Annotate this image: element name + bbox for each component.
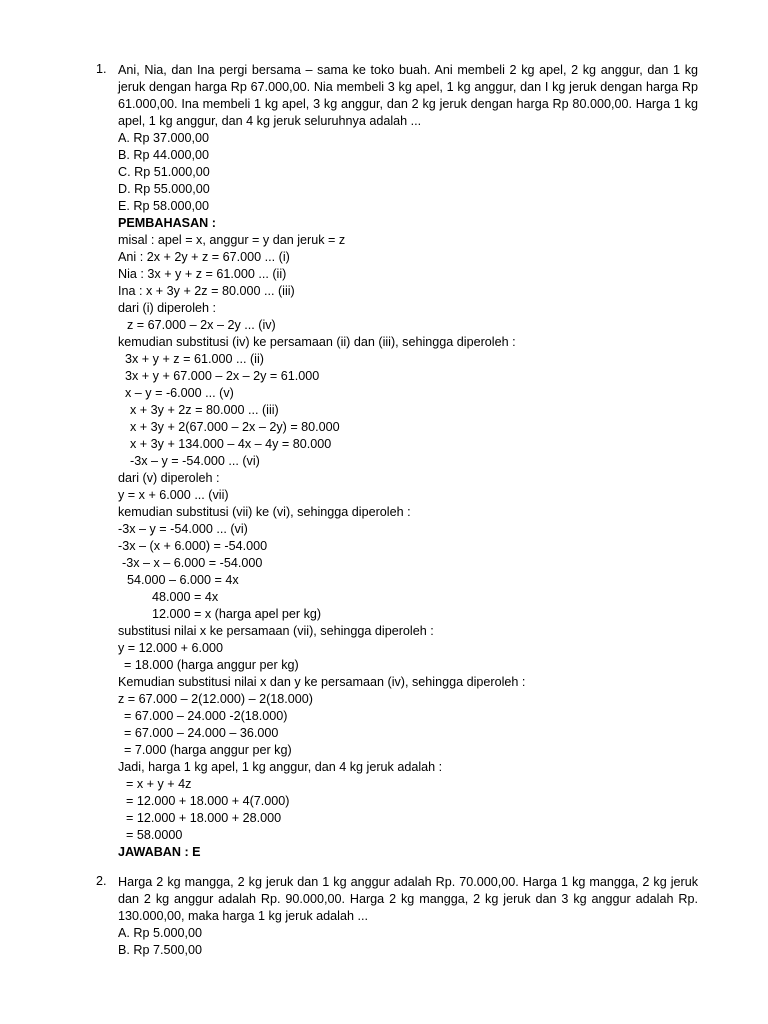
solution-line: y = x + 6.000 ... (vii) xyxy=(118,488,229,502)
solution-line: Jadi, harga 1 kg apel, 1 kg anggur, dan 4 kg jeruk adalah : xyxy=(118,760,443,774)
answer-options xyxy=(118,925,698,959)
solution-line: = 12.000 + 18.000 + 28.000 xyxy=(126,811,282,825)
solution-line: dari (i) diperoleh : xyxy=(118,301,216,315)
solution-line: y = 12.000 + 6.000 xyxy=(118,641,224,655)
option-a: A. Rp 37.000,00 xyxy=(118,131,210,145)
solution-line: 3x + y + z = 61.000 ... (ii) xyxy=(125,352,264,366)
solution-line: x + 3y + 2(67.000 – 2x – 2y) = 80.000 xyxy=(130,420,340,434)
solution-line: substitusi nilai x ke persamaan (vii), sehingga diperoleh : xyxy=(118,624,434,638)
question-line: dan 2 kg anggur adalah Rp. 90.000,00. Harga 2 kg mangga, 2 kg jeruk dan 3 kg anggur adalah Rp. xyxy=(118,892,698,906)
solution-line: -3x – y = -54.000 ... (vi) xyxy=(130,454,260,468)
solution-line: kemudian substitusi (vii) ke (vi), sehingga diperoleh : xyxy=(118,505,411,519)
solution-line: x + 3y + 134.000 – 4x – 4y = 80.000 xyxy=(130,437,332,451)
solution-line: Kemudian substitusi nilai x dan y ke persamaan (iv), sehingga diperoleh : xyxy=(118,675,526,689)
solution-line: Ani : 2x + 2y + z = 67.000 ... (i) xyxy=(118,250,290,264)
solution-line: = 67.000 – 24.000 -2(18.000) xyxy=(124,709,288,723)
solution-line: -3x – (x + 6.000) = -54.000 xyxy=(118,539,268,553)
option-b: B. Rp 7.500,00 xyxy=(118,943,203,957)
question-line: Harga 2 kg mangga, 2 kg jeruk dan 1 kg anggur adalah Rp. 70.000,00. Harga 1 kg mangga, 2 kg jeruk xyxy=(118,875,698,889)
solution-line: Nia : 3x + y + z = 61.000 ... (ii) xyxy=(118,267,287,281)
solution-line: -3x – x – 6.000 = -54.000 xyxy=(122,556,263,570)
solution-line: = 12.000 + 18.000 + 4(7.000) xyxy=(126,794,290,808)
question-line: jeruk dengan harga Rp 67.000,00. Nia membeli 3 kg apel, 1 kg anggur, dan I kg jeruk dengan harga Rp xyxy=(118,80,698,94)
solution-line: JAWABAN : E xyxy=(118,845,201,859)
solution-line: z = 67.000 – 2(12.000) – 2(18.000) xyxy=(118,692,313,706)
question-1 xyxy=(118,62,698,861)
solution-line: PEMBAHASAN : xyxy=(118,216,216,230)
solution-line: = 7.000 (harga anggur per kg) xyxy=(124,743,292,757)
option-d: D. Rp 55.000,00 xyxy=(118,182,210,196)
question-text xyxy=(118,62,698,130)
option-c: C. Rp 51.000,00 xyxy=(118,165,210,179)
answer-options xyxy=(118,130,698,215)
solution-line: misal : apel = x, anggur = y dan jeruk = z xyxy=(118,233,346,247)
solution-line: = 58.0000 xyxy=(126,828,183,842)
solution-line: -3x – y = -54.000 ... (vi) xyxy=(118,522,248,536)
solution-line: z = 67.000 – 2x – 2y ... (iv) xyxy=(127,318,276,332)
option-a: A. Rp 5.000,00 xyxy=(118,926,203,940)
solution-line: dari (v) diperoleh : xyxy=(118,471,220,485)
question-number: 2. xyxy=(96,874,107,888)
question-line: apel, 1 kg anggur, dan 4 kg jeruk seluruhnya adalah ... xyxy=(118,114,422,128)
option-e: E. Rp 58.000,00 xyxy=(118,199,210,213)
question-number: 1. xyxy=(96,62,107,76)
solution-line: = 67.000 – 24.000 – 36.000 xyxy=(124,726,279,740)
question-line: Ani, Nia, dan Ina pergi bersama – sama ke toko buah. Ani membeli 2 kg apel, 2 kg anggur, dan 1 kg xyxy=(118,63,698,77)
solution-line: = 18.000 (harga anggur per kg) xyxy=(124,658,299,672)
solution-line: Ina : x + 3y + 2z = 80.000 ... (iii) xyxy=(118,284,295,298)
question-line: 130.000,00, maka harga 1 kg jeruk adalah ... xyxy=(118,909,368,923)
solution-line: 48.000 = 4x xyxy=(152,590,219,604)
solution-line: kemudian substitusi (iv) ke persamaan (ii) dan (iii), sehingga diperoleh : xyxy=(118,335,516,349)
solution-line: 12.000 = x (harga apel per kg) xyxy=(152,607,322,621)
solution-line: 3x + y + 67.000 – 2x – 2y = 61.000 xyxy=(125,369,320,383)
solution-line: x – y = -6.000 ... (v) xyxy=(125,386,234,400)
question-text xyxy=(118,874,698,925)
solution-line: x + 3y + 2z = 80.000 ... (iii) xyxy=(130,403,279,417)
solution-block xyxy=(118,215,698,861)
solution-line: = x + y + 4z xyxy=(126,777,192,791)
option-b: B. Rp 44.000,00 xyxy=(118,148,210,162)
question-line: 61.000,00. Ina membeli 1 kg apel, 3 kg anggur, dan 2 kg jeruk dengan harga Rp 80.000,00. Harga 1 kg xyxy=(118,97,698,111)
question-2 xyxy=(118,874,698,959)
solution-line: 54.000 – 6.000 = 4x xyxy=(127,573,239,587)
